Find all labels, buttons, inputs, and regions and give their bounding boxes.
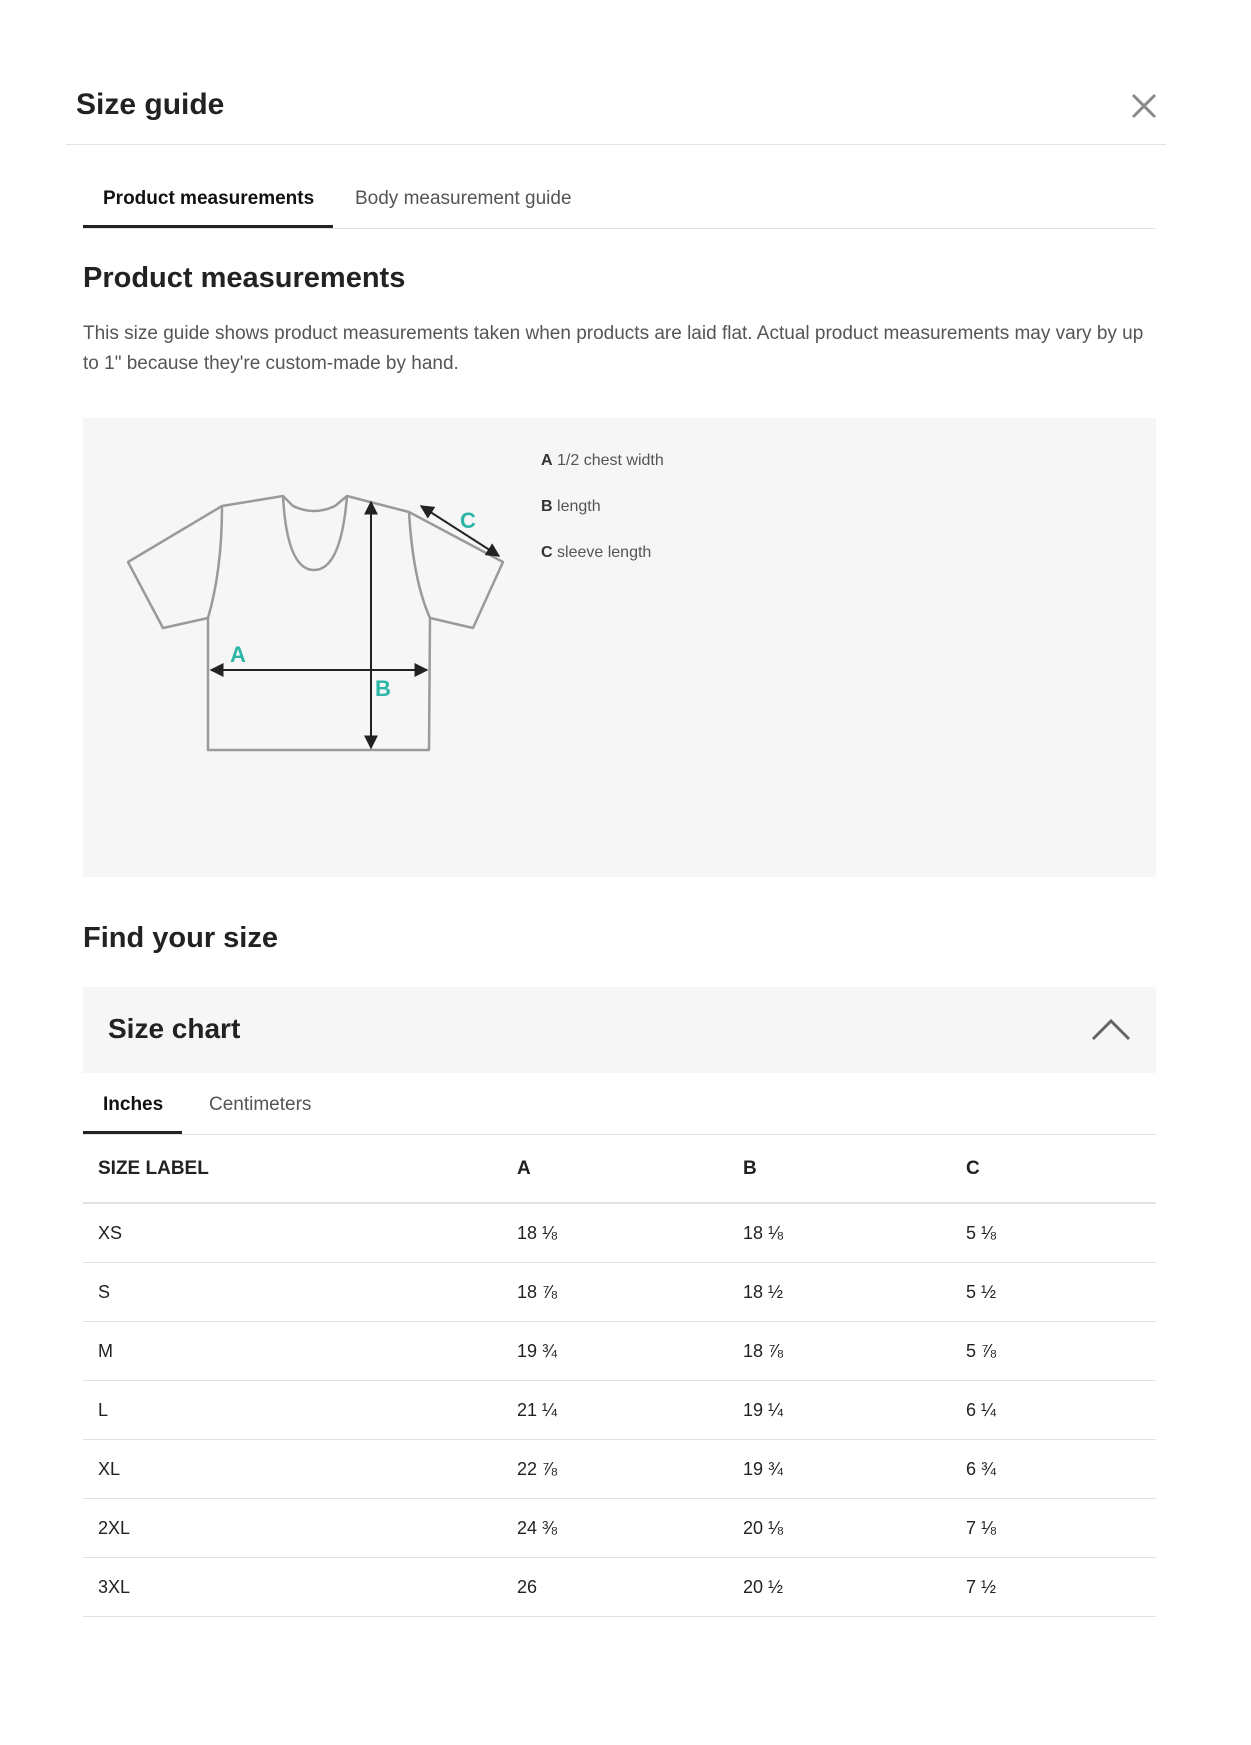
measurement-cell: 6 ¾ — [966, 1440, 1156, 1499]
size-label-cell: 2XL — [83, 1499, 517, 1558]
product-measurements-description: This size guide shows product measurements taken when products are laid flat. Actual product measurements may vary by up to 1" because they're custom-made by hand. — [83, 323, 1144, 374]
legend-item: B length — [541, 498, 601, 515]
tab-product-measurements[interactable]: Product measurements — [103, 188, 315, 209]
legend-item: A 1/2 chest width — [541, 452, 664, 469]
table-header-row — [83, 1136, 1156, 1203]
size-chart-title: Size chart — [108, 1013, 241, 1044]
chevron-up-icon[interactable] — [1090, 1015, 1132, 1043]
measurement-cell: 21 ¼ — [517, 1381, 743, 1440]
table-row — [83, 1263, 1156, 1322]
measurement-cell: 6 ¼ — [966, 1381, 1156, 1440]
column-header: B — [743, 1136, 966, 1203]
column-header: C — [966, 1136, 1156, 1203]
measurement-cell: 7 ⅛ — [966, 1499, 1156, 1558]
table-row — [83, 1499, 1156, 1558]
legend-item: C sleeve length — [541, 544, 652, 561]
unit-tabs — [83, 1086, 1156, 1135]
measurement-cell: 18 ½ — [743, 1263, 966, 1322]
active-tab-indicator — [83, 225, 333, 228]
size-chart-accordion-header[interactable] — [83, 987, 1156, 1073]
active-unit-indicator — [83, 1131, 182, 1134]
size-label-cell: L — [83, 1381, 517, 1440]
close-icon[interactable] — [1124, 86, 1164, 126]
table-row — [83, 1558, 1156, 1617]
table-row — [83, 1381, 1156, 1440]
table-row — [83, 1203, 1156, 1263]
measurement-cell: 22 ⅞ — [517, 1440, 743, 1499]
guide-tabs — [83, 180, 1156, 229]
measurement-cell: 20 ½ — [743, 1558, 966, 1617]
measurement-cell: 18 ⅞ — [517, 1263, 743, 1322]
table-row — [83, 1440, 1156, 1499]
product-measurements-heading: Product measurements — [83, 262, 406, 294]
measurement-cell: 5 ½ — [966, 1263, 1156, 1322]
size-label-cell: XS — [83, 1203, 517, 1263]
measurement-cell: 5 ⅛ — [966, 1203, 1156, 1263]
size-label-cell: XL — [83, 1440, 517, 1499]
measurement-cell: 26 — [517, 1558, 743, 1617]
measurement-cell: 19 ¼ — [743, 1381, 966, 1440]
measurement-legend — [541, 452, 664, 590]
modal-header — [66, 82, 1166, 145]
diagram-label-b: B — [375, 676, 391, 701]
measurement-cell: 24 ⅜ — [517, 1499, 743, 1558]
tab-centimeters[interactable]: Centimeters — [209, 1094, 312, 1115]
measurement-cell: 19 ¾ — [517, 1322, 743, 1381]
diagram-label-c: C — [460, 508, 476, 533]
measurement-cell: 19 ¾ — [743, 1440, 966, 1499]
measurement-cell: 18 ⅛ — [743, 1203, 966, 1263]
tab-inches[interactable]: Inches — [103, 1094, 164, 1115]
find-your-size-heading: Find your size — [83, 922, 278, 954]
measurement-cell: 7 ½ — [966, 1558, 1156, 1617]
measurement-cell: 20 ⅛ — [743, 1499, 966, 1558]
measurement-cell: 18 ⅞ — [743, 1322, 966, 1381]
measurement-cell: 18 ⅛ — [517, 1203, 743, 1263]
table-row — [83, 1322, 1156, 1381]
tshirt-diagram — [127, 490, 507, 760]
modal-title: Size guide — [76, 88, 225, 121]
column-header: A — [517, 1136, 743, 1203]
column-header: SIZE LABEL — [83, 1136, 517, 1203]
diagram-label-a: A — [230, 642, 246, 667]
measurement-cell: 5 ⅞ — [966, 1322, 1156, 1381]
size-label-cell: S — [83, 1263, 517, 1322]
tab-body-measurement-guide[interactable]: Body measurement guide — [355, 188, 572, 209]
size-label-cell: 3XL — [83, 1558, 517, 1617]
size-chart-table — [83, 1136, 1156, 1617]
size-label-cell: M — [83, 1322, 517, 1381]
measurement-diagram-panel — [83, 418, 1156, 877]
